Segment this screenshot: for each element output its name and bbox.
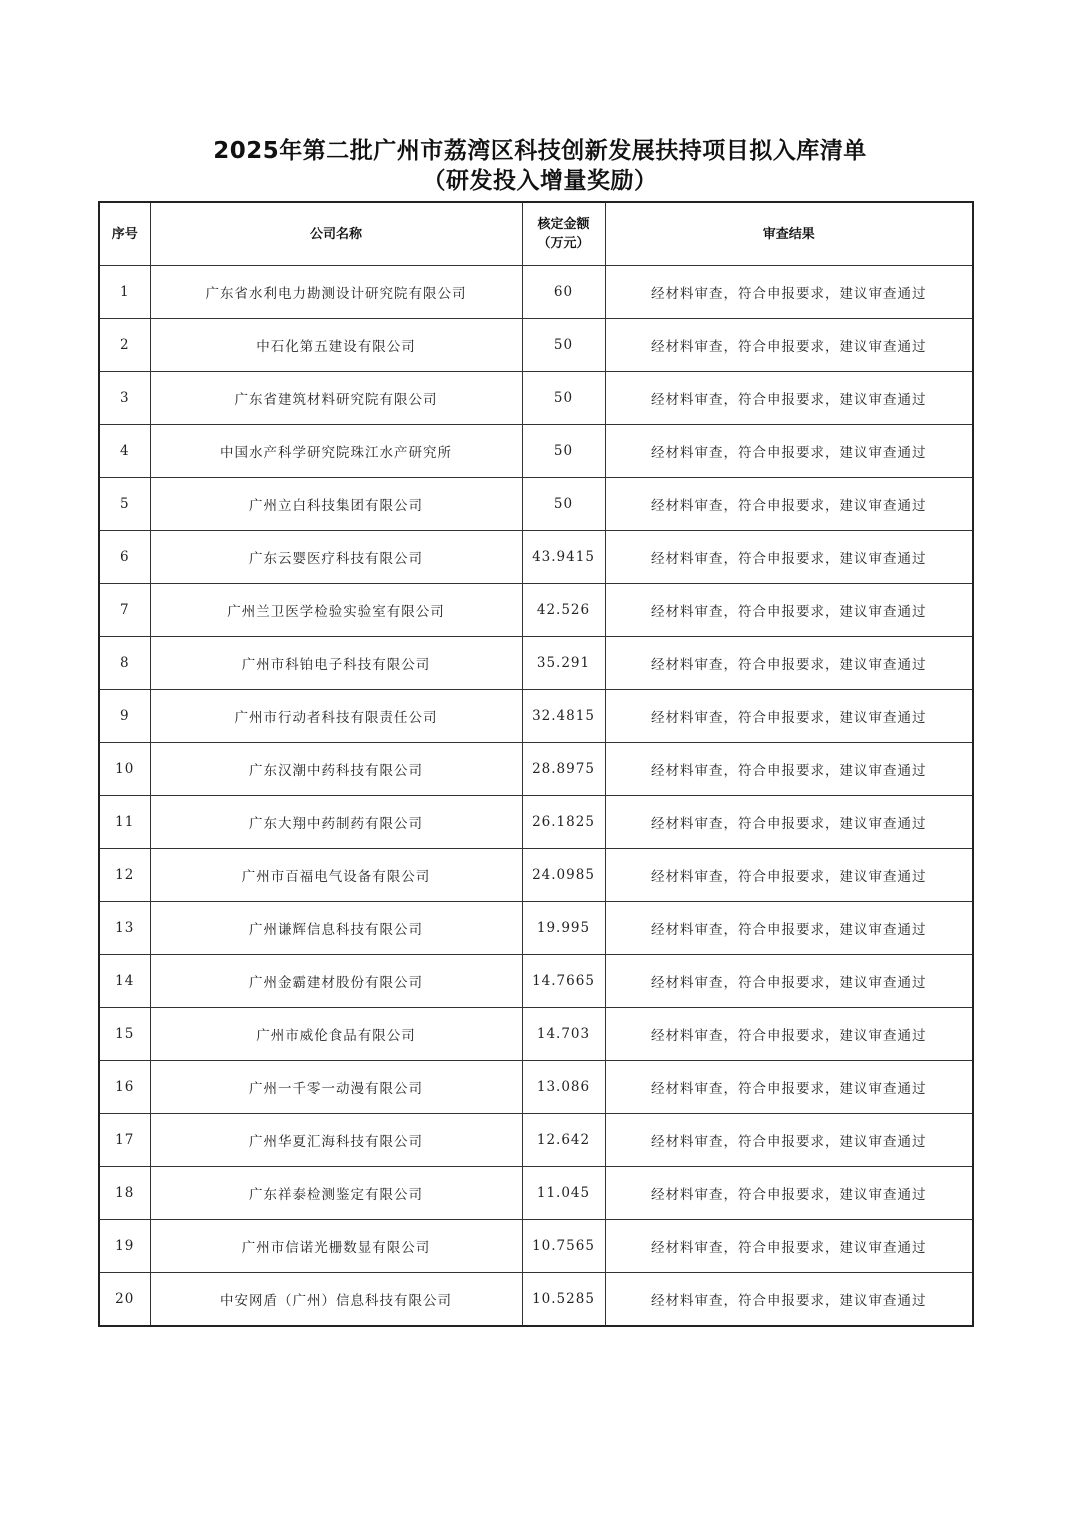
row-company-name: 广州市科铂电子科技有限公司: [150, 637, 522, 690]
table-row: [99, 1061, 973, 1114]
row-company-name: 广东云婴医疗科技有限公司: [150, 531, 522, 584]
row-index: 13: [99, 902, 150, 955]
header-company: 公司名称: [150, 202, 522, 266]
row-result: 经材料审查，符合申报要求，建议审查通过: [605, 637, 973, 690]
row-amount: 42.526: [522, 584, 605, 637]
project-list-table: [98, 201, 974, 1327]
table-row: [99, 849, 973, 902]
row-company-name: 广东省建筑材料研究院有限公司: [150, 372, 522, 425]
row-amount: 10.7565: [522, 1220, 605, 1273]
row-result: 经材料审查，符合申报要求，建议审查通过: [605, 1273, 973, 1327]
header-amount: [522, 202, 605, 266]
row-company-name: 中石化第五建设有限公司: [150, 319, 522, 372]
row-company-name: 广州金霸建材股份有限公司: [150, 955, 522, 1008]
row-amount: 10.5285: [522, 1273, 605, 1327]
row-result: 经材料审查，符合申报要求，建议审查通过: [605, 584, 973, 637]
table-row: [99, 584, 973, 637]
table-row: [99, 1114, 973, 1167]
title-main: 2025年第二批广州市荔湾区科技创新发展扶持项目拟入库清单: [213, 138, 867, 164]
table-row: [99, 796, 973, 849]
row-amount: 19.995: [522, 902, 605, 955]
row-index: 5: [99, 478, 150, 531]
row-index: 14: [99, 955, 150, 1008]
row-company-name: 广州立白科技集团有限公司: [150, 478, 522, 531]
row-index: 18: [99, 1167, 150, 1220]
table-header: [99, 202, 973, 266]
row-company-name: 广州华夏汇海科技有限公司: [150, 1114, 522, 1167]
row-index: 10: [99, 743, 150, 796]
table-row: [99, 955, 973, 1008]
table-row: [99, 531, 973, 584]
row-index: 12: [99, 849, 150, 902]
row-company-name: 广州谦辉信息科技有限公司: [150, 902, 522, 955]
row-index: 8: [99, 637, 150, 690]
header-amount-label: 核定金额: [537, 217, 590, 232]
row-index: 19: [99, 1220, 150, 1273]
row-index: 15: [99, 1008, 150, 1061]
row-company-name: 中安网盾（广州）信息科技有限公司: [150, 1273, 522, 1327]
row-amount: 12.642: [522, 1114, 605, 1167]
row-result: 经材料审查，符合申报要求，建议审查通过: [605, 531, 973, 584]
row-company-name: 广州市信诺光栅数显有限公司: [150, 1220, 522, 1273]
row-amount: 14.7665: [522, 955, 605, 1008]
header-row: [99, 202, 973, 266]
row-result: 经材料审查，符合申报要求，建议审查通过: [605, 902, 973, 955]
table-row: [99, 1008, 973, 1061]
row-index: 4: [99, 425, 150, 478]
row-result: 经材料审查，符合申报要求，建议审查通过: [605, 372, 973, 425]
row-result: 经材料审查，符合申报要求，建议审查通过: [605, 478, 973, 531]
table-row: [99, 637, 973, 690]
row-amount: 32.4815: [522, 690, 605, 743]
table-row: [99, 1167, 973, 1220]
row-amount: 35.291: [522, 637, 605, 690]
row-index: 1: [99, 266, 150, 319]
row-result: 经材料审查，符合申报要求，建议审查通过: [605, 266, 973, 319]
row-index: 2: [99, 319, 150, 372]
row-index: 3: [99, 372, 150, 425]
document-title: [0, 136, 1080, 196]
row-result: 经材料审查，符合申报要求，建议审查通过: [605, 319, 973, 372]
table-row: [99, 743, 973, 796]
row-amount: 50: [522, 425, 605, 478]
row-index: 17: [99, 1114, 150, 1167]
row-company-name: 广东省水利电力勘测设计研究院有限公司: [150, 266, 522, 319]
row-result: 经材料审查，符合申报要求，建议审查通过: [605, 849, 973, 902]
row-result: 经材料审查，符合申报要求，建议审查通过: [605, 1061, 973, 1114]
row-amount: 14.703: [522, 1008, 605, 1061]
table-body: [99, 266, 973, 1327]
row-amount: 60: [522, 266, 605, 319]
row-company-name: 广州一千零一动漫有限公司: [150, 1061, 522, 1114]
row-company-name: 广州市威伦食品有限公司: [150, 1008, 522, 1061]
table-row: [99, 1220, 973, 1273]
header-amount-unit: （万元）: [537, 236, 590, 251]
row-result: 经材料审查，符合申报要求，建议审查通过: [605, 1220, 973, 1273]
row-index: 20: [99, 1273, 150, 1327]
row-amount: 13.086: [522, 1061, 605, 1114]
table-row: [99, 478, 973, 531]
row-result: 经材料审查，符合申报要求，建议审查通过: [605, 796, 973, 849]
row-company-name: 广东汉潮中药科技有限公司: [150, 743, 522, 796]
row-index: 7: [99, 584, 150, 637]
title-subtitle: （研发投入增量奖励）: [422, 168, 658, 194]
row-result: 经材料审查，符合申报要求，建议审查通过: [605, 690, 973, 743]
table-row: [99, 372, 973, 425]
header-index: 序号: [99, 202, 150, 266]
row-index: 9: [99, 690, 150, 743]
row-amount: 50: [522, 319, 605, 372]
header-result: 审查结果: [605, 202, 973, 266]
row-amount: 24.0985: [522, 849, 605, 902]
row-amount: 50: [522, 478, 605, 531]
row-result: 经材料审查，符合申报要求，建议审查通过: [605, 425, 973, 478]
row-result: 经材料审查，符合申报要求，建议审查通过: [605, 743, 973, 796]
row-company-name: 广东祥泰检测鉴定有限公司: [150, 1167, 522, 1220]
row-index: 16: [99, 1061, 150, 1114]
row-amount: 50: [522, 372, 605, 425]
row-amount: 28.8975: [522, 743, 605, 796]
row-amount: 26.1825: [522, 796, 605, 849]
row-amount: 11.045: [522, 1167, 605, 1220]
row-company-name: 广州兰卫医学检验实验室有限公司: [150, 584, 522, 637]
row-company-name: 广州市百福电气设备有限公司: [150, 849, 522, 902]
row-result: 经材料审查，符合申报要求，建议审查通过: [605, 955, 973, 1008]
table-row: [99, 266, 973, 319]
table-row: [99, 1273, 973, 1327]
table-row: [99, 690, 973, 743]
row-company-name: 中国水产科学研究院珠江水产研究所: [150, 425, 522, 478]
table-row: [99, 319, 973, 372]
row-result: 经材料审查，符合申报要求，建议审查通过: [605, 1114, 973, 1167]
table-row: [99, 425, 973, 478]
row-company-name: 广州市行动者科技有限责任公司: [150, 690, 522, 743]
row-index: 11: [99, 796, 150, 849]
row-result: 经材料审查，符合申报要求，建议审查通过: [605, 1167, 973, 1220]
table-row: [99, 902, 973, 955]
row-result: 经材料审查，符合申报要求，建议审查通过: [605, 1008, 973, 1061]
row-index: 6: [99, 531, 150, 584]
row-amount: 43.9415: [522, 531, 605, 584]
row-company-name: 广东大翔中药制药有限公司: [150, 796, 522, 849]
